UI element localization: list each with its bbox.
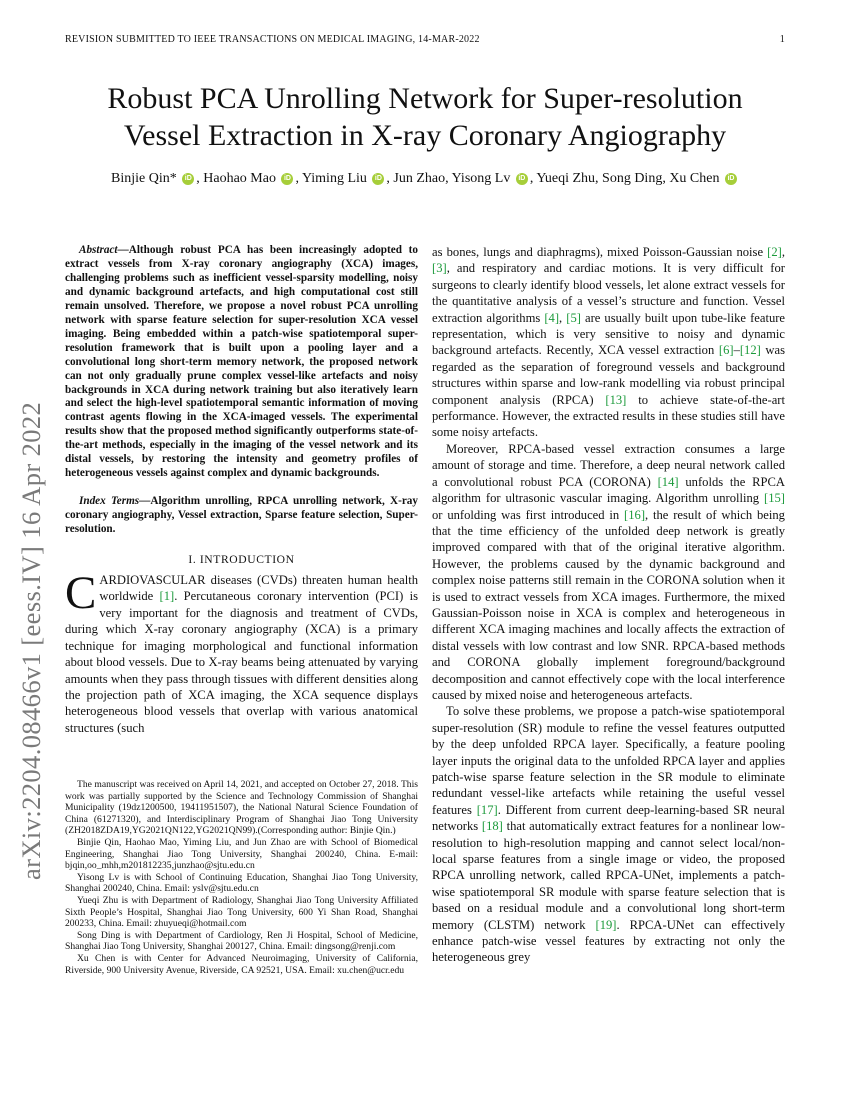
title-line-1: Robust PCA Unrolling Network for Super-resolution: [107, 82, 743, 115]
author-lv: Yisong Lv: [451, 171, 511, 186]
body-text: ,: [559, 310, 567, 325]
orcid-icon[interactable]: iD: [516, 173, 528, 185]
body-text: unfolds the RPCA algorithm for ultrasonic vascular imaging. Algorithm unrolling: [432, 474, 785, 506]
drop-cap: C: [65, 567, 97, 620]
intro-paragraph: [65, 567, 419, 736]
right-column: [432, 244, 785, 966]
citation-link[interactable]: [3]: [432, 261, 447, 276]
orcid-icon[interactable]: iD: [372, 173, 384, 185]
abstract: [65, 244, 418, 481]
footnote-affiliation: Yueqi Zhu is with Department of Radiology, Shanghai Jiao Tong University Affiliated Sixth People’s Hospital, Shanghai Jiao Tong University, 600 Yi Shan Road, Shanghai 200233, China. Email: zhuyueqi@hotmail.com: [65, 894, 418, 930]
left-column: [65, 244, 418, 736]
intro-text: ARDIOVASCULAR diseases (CVDs) threaten human health worldwide: [99, 573, 418, 604]
body-text: To solve these problems, we propose a patch-wise spatiotemporal super-resolution (SR) module to refine the vessel features outputted by the deep unfolded RPCA layer. Specifically, a feature pooling layer inputs the original data to the unfolded RPCA layer and applies patch-wise sparse feature selection in the SR module to eliminate redundant vessel-like artefacts while retaining the useful vessel features: [432, 704, 785, 817]
body-text: . Different from current deep-learning-based SR neural networks: [432, 802, 785, 834]
citation-link[interactable]: [16]: [624, 507, 646, 522]
body-text: . RPCA-UNet can effectively enhance patch-wise vessel features by extracting not only the heterogeneous grey: [432, 917, 785, 965]
arxiv-stamp: arXiv:2204.08466v1 [eess.IV] 16 Apr 2022: [16, 401, 46, 880]
body-text: are usually built upon tube-like feature representation, which is very sensitive to noisy and dynamic background artefacts. Recently, XCA vessel extraction: [432, 310, 786, 358]
footnote-affiliation: Binjie Qin, Haohao Mao, Yiming Liu, and Jun Zhao are with School of Biomedical Engineering, Shanghai Jiao Tong University, Shanghai 200240, China. E-mail: bjqin,oo_mhh,m201812235,junzhao@sjtu.edu.cn: [65, 836, 418, 872]
body-paragraph: [432, 244, 785, 441]
author-mao: Haohao Mao: [203, 171, 276, 186]
body-text: was regarded as the separation of foreground vessels and background structures within sparse and low-rank modelling via robust principal component analysis (RPCA): [432, 343, 786, 407]
author-qin: Binjie Qin*: [111, 171, 177, 186]
section-heading-introduction: I. INTRODUCTION: [188, 553, 295, 567]
index-terms: [65, 495, 418, 537]
author-zhao: Jun Zhao: [393, 171, 446, 186]
body-text: Moreover, RPCA-based vessel extraction consumes a large amount of storage and time. Therefore, a deep neural network called a convolutional robust PCA (CORONA): [432, 441, 785, 489]
citation-link[interactable]: [15]: [764, 491, 785, 506]
title-line-2: Vessel Extraction in X-ray Coronary Angiography: [123, 119, 727, 152]
citation-link[interactable]: [17]: [476, 802, 498, 817]
paper-title: [60, 80, 790, 154]
body-text: as bones, lungs and diaphragms), mixed Poisson-Gaussian noise: [432, 245, 768, 259]
body-text: –: [733, 343, 740, 358]
body-text: that automatically extract features for a nonlinear low-resolution to high-resolution mapping and cannot select local/non-local sparse features from a single image or video, the proposed RPCA unrolling network, called RPCA-UNet, implements a patch-wise spatiotemporal SR module with sparse feature selection that is based on a residual module and a convolutional long short-term memory (CLSTM) network: [432, 819, 786, 932]
footnote-affiliation: Song Ding is with Department of Cardiology, Ren Ji Hospital, School of Medicine, Shanghai Jiao Tong University, Shanghai 200127, China. Email: dingsong@renji.com: [65, 929, 418, 953]
citation-link[interactable]: [2]: [767, 245, 782, 259]
orcid-icon[interactable]: iD: [182, 173, 194, 185]
index-terms-text: —Algorithm unrolling, RPCA unrolling network, X-ray coronary angiography, Vessel extraction, Sparse feature selection, Super-resolution.: [65, 495, 418, 536]
footnote-affiliation: Xu Chen is with Center for Advanced Neuroimaging, University of California, Riverside, 900 University Avenue, Riverside, CA 92521, USA. Email: xu.chen@ucr.edu: [65, 952, 418, 976]
citation-link[interactable]: [14]: [657, 474, 679, 489]
index-terms-label: Index Terms: [79, 495, 140, 508]
author-liu: Yiming Liu: [301, 171, 367, 186]
citation-link[interactable]: [1]: [159, 589, 175, 604]
citation-link[interactable]: [5]: [566, 310, 581, 325]
footnote-affiliation: Yisong Lv is with School of Continuing Education, Shanghai Jiao Tong University, Shanghai 200240, China. Email: yslv@sjtu.edu.cn: [65, 871, 418, 895]
page-number: 1: [779, 34, 785, 45]
footnotes: [65, 779, 418, 976]
citation-link[interactable]: [19]: [595, 917, 617, 932]
citation-link[interactable]: [12]: [739, 343, 761, 358]
body-text: ,: [781, 245, 785, 259]
header-journal: REVISION SUBMITTED TO IEEE TRANSACTIONS ON MEDICAL IMAGING, 14-MAR-2022: [65, 34, 480, 45]
footnote-received: The manuscript was received on April 14, 2021, and accepted on October 27, 2018. This work was partially supported by the Science and Technology Commission of Shanghai Municipality (19dz1200500, 19411951507), the National Natural Science Foundation of China (61271320), and Interdisciplinary Program of Shanghai Jiao Tong University (ZH2018ZDA19,YG2021QN122,YG2021QN99).(Corresponding author: Binjie Qin.): [65, 779, 418, 837]
body-paragraph: [432, 441, 785, 704]
body-text: or unfolding was first introduced in: [432, 507, 625, 522]
body-text: , the result of which being that the time efficiency of the unfolded deep network is greatly improved compared with that of the original iterative algorithm. However, the problems caused by the dynamic background and complex noise patterns still remain in the CORONA solution when it is used to extract vessels from XCA images. Furthermore, the mixed Gaussian-Poisson noise in XCA is complex and heterogeneous in different XCA imaging machines and locally affects the extraction of distal vessels with low contrast and low SNR. RPCA-based methods and CORONA globally implement foreground/background decomposition and cannot effectively cope with the local interference caused by mixed noise and heterogeneous artefacts.: [432, 507, 785, 702]
abstract-label: Abstract: [79, 244, 118, 256]
citation-link[interactable]: [6]: [718, 343, 734, 358]
abstract-text: —Although robust PCA has been increasingly adopted to extract vessels from X-ray coronary angiography (XCA) images, challenging problems such as inefficient vessel-sparsity modelling, noisy and dynamic background artefacts, and high computational cost still remain unsolved. Therefore, we propose a novel robust PCA unrolling network with sparse feature selection for super-resolution XCA vessel imaging. Being embedded within a patch-wise spatiotemporal super-resolution framework that is built upon a pooling layer and a convolutional long short-term memory network, the proposed network can not only gradually prune complex vessel-like artefacts and noisy backgrounds in XCA during network training but also iteratively learn and select the high-level spatiotemporal semantic information of moving contrast agents flowing in the XCA-imaged vessels. The experimental results show that the proposed method significantly outperforms state-of-the-art methods, especially in the imaging of the vessel network and its distal vessels, by restoring the intensity and geometry profiles of heterogeneous vessels against complex and dynamic backgrounds.: [65, 244, 418, 480]
orcid-icon[interactable]: iD: [281, 173, 293, 185]
author-others: Yueqi Zhu, Song Ding, Xu Chen: [536, 171, 720, 186]
body-text: , and respiratory and cardiac motions. It is very difficult for surgeons to clearly identify blood vessels, let alone extract vessels for the quantitative analysis of a vessel’s structure and function. Vessel extraction algorithms: [432, 261, 785, 325]
citation-link[interactable]: [13]: [605, 392, 627, 407]
body-paragraph: [432, 703, 785, 966]
citation-link[interactable]: [18]: [481, 819, 503, 834]
citation-link[interactable]: [4]: [544, 310, 560, 325]
intro-text: . Percutaneous coronary intervention (PCI) is very important for the diagnosis and treatment of CVDs, during which X-ray coronary angiography (XCA) is a primary technique for imaging morphological and functional information about blood vessels. Due to X-ray beams being attenuated by varying amounts when they pass through tissues with different densities along the projection path of XCA imaging, the XCA sequence displays heterogeneous blood vessels that overlap with various anatomical structures (such: [65, 589, 419, 735]
body-text: to achieve state-of-the-art performance. However, the extracted results in these studies still have some noisy artefacts.: [432, 392, 786, 440]
orcid-icon[interactable]: iD: [725, 173, 737, 185]
author-list: Binjie Qin* iD , Haohao Mao iD , Yiming Liu iD , Jun Zhao, Yisong Lv iD , Yueqi Zhu, Song Ding, Xu Chen iD: [60, 171, 790, 187]
